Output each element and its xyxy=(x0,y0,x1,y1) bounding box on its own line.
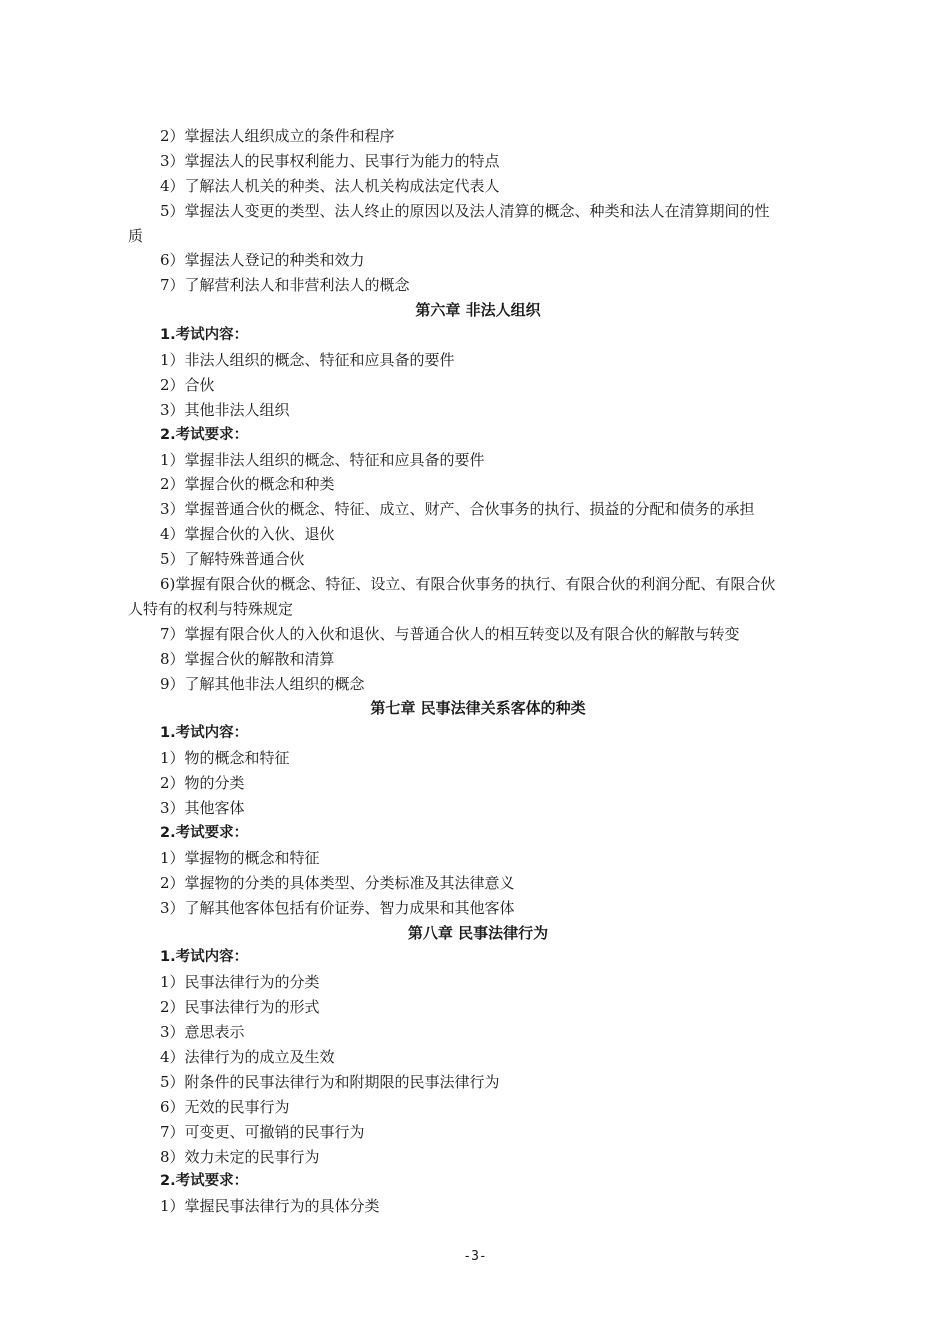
section-heading: 2.考试要求： xyxy=(160,426,249,443)
chapter-heading: 第八章 民事法律行为 xyxy=(407,923,549,942)
section-heading: 2.考试要求： xyxy=(160,824,249,841)
list-item: 7）了解营利法人和非营利法人的概念 xyxy=(160,276,410,295)
list-item: 7）掌握有限合伙人的入伙和退伙、与普通合伙人的相互转变以及有限合伙的解散与转变 xyxy=(160,624,740,643)
list-item: 3）掌握法人的民事权利能力、民事行为能力的特点 xyxy=(160,151,500,170)
chapter-heading: 第六章 非法人组织 xyxy=(415,301,541,320)
list-item: 2）掌握合伙的概念和种类 xyxy=(160,475,335,494)
list-item: 9）了解其他非法人组织的概念 xyxy=(160,674,365,693)
list-item: 1）民事法律行为的分类 xyxy=(160,973,320,992)
list-item: 1）掌握非法人组织的概念、特征和应具备的要件 xyxy=(160,450,485,469)
list-item: 3）掌握普通合伙的概念、特征、成立、财产、合伙事务的执行、损益的分配和债务的承担 xyxy=(160,500,755,519)
list-item: 3）意思表示 xyxy=(160,1023,245,1042)
list-item: 6）掌握法人登记的种类和效力 xyxy=(160,251,365,270)
list-item: 4）了解法人机关的种类、法人机关构成法定代表人 xyxy=(160,176,500,195)
chapter-heading: 第七章 民事法律关系客体的种类 xyxy=(370,699,586,718)
list-item: 7）可变更、可撤销的民事行为 xyxy=(160,1122,365,1141)
section-heading: 1.考试内容： xyxy=(160,327,249,344)
page-number: -3- xyxy=(463,1249,487,1264)
list-item: 5）附条件的民事法律行为和附期限的民事法律行为 xyxy=(160,1072,500,1091)
list-item: 1）非法人组织的概念、特征和应具备的要件 xyxy=(160,351,455,370)
list-item: 1）掌握物的概念和特征 xyxy=(160,848,320,867)
list-item: 4）法律行为的成立及生效 xyxy=(160,1047,335,1066)
list-item: 2）民事法律行为的形式 xyxy=(160,998,320,1017)
list-item: 8）掌握合伙的解散和清算 xyxy=(160,649,335,668)
list-item: 3）其他客体 xyxy=(160,799,245,818)
list-item: 8）效力未定的民事行为 xyxy=(160,1147,320,1166)
list-item: 1）掌握民事法律行为的具体分类 xyxy=(160,1197,380,1216)
list-item: 3）了解其他客体包括有价证券、智力成果和其他客体 xyxy=(160,898,515,917)
section-heading: 1.考试内容： xyxy=(160,725,249,742)
list-item: 2）掌握法人组织成立的条件和程序 xyxy=(160,127,395,145)
list-item: 2）掌握物的分类的具体类型、分类标准及其法律意义 xyxy=(160,873,515,892)
list-item: 2）合伙 xyxy=(160,375,215,394)
list-item: 2）物的分类 xyxy=(160,774,245,793)
page-content xyxy=(128,124,828,1219)
list-item: 4）掌握合伙的入伙、退伙 xyxy=(160,525,335,544)
list-item: 3）其他非法人组织 xyxy=(160,400,290,419)
list-item: 5）掌握法人变更的类型、法人终止的原因以及法人清算的概念、种类和法人在清算期间的性 xyxy=(160,201,770,220)
list-item: 5）了解特殊普通合伙 xyxy=(160,550,305,569)
list-item: 6)掌握有限合伙的概念、特征、设立、有限合伙事务的执行、有限合伙的利润分配、有限合伙 xyxy=(160,575,776,594)
list-item: 1）物的概念和特征 xyxy=(160,749,290,768)
section-heading: 2.考试要求： xyxy=(160,1173,249,1190)
list-item: 6）无效的民事行为 xyxy=(160,1097,290,1116)
section-heading: 1.考试内容： xyxy=(160,949,249,966)
list-item-continuation: 人特有的权利与特殊规定 xyxy=(128,599,294,618)
list-item-continuation: 质 xyxy=(128,226,144,245)
